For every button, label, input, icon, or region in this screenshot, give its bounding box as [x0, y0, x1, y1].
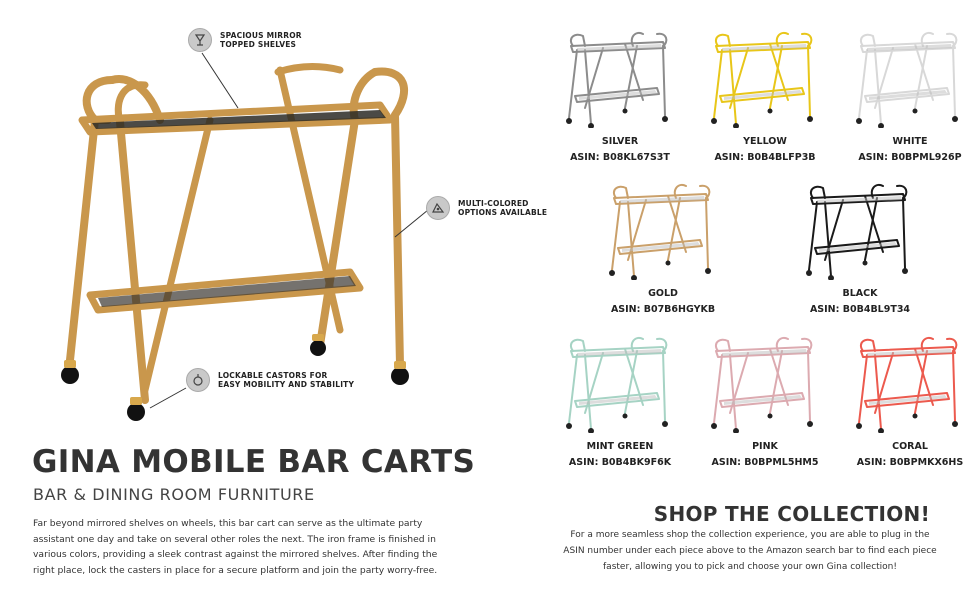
collection-item-asin: ASIN: B0B4BLFP3B	[714, 152, 816, 163]
collection-item	[588, 180, 738, 315]
collection-item	[690, 28, 840, 163]
collection-item-color-name: SILVER	[601, 136, 639, 147]
collection-item-color-name: CORAL	[892, 441, 928, 452]
collection-item-asin: ASIN: B0BPML5HM5	[711, 457, 819, 468]
collection-item	[545, 333, 695, 468]
collection-item-color-name: YELLOW	[743, 136, 787, 147]
caster-icon	[186, 368, 210, 392]
collection-item-asin: ASIN: B0B4BK9F6K	[568, 457, 672, 468]
callout-multi-colored	[426, 196, 547, 220]
callout-castors-line2: EASY MOBILITY AND STABILITY	[218, 380, 355, 389]
cart-thumbnail	[710, 333, 820, 433]
page-title: GINA MOBILE BAR CARTS	[32, 444, 476, 480]
glass-icon	[188, 28, 212, 52]
collection-item	[835, 333, 970, 468]
cart-thumbnail	[710, 28, 820, 128]
callout-mirror-shelves	[188, 28, 302, 52]
cart-thumbnail	[805, 180, 915, 280]
collection-item-asin: ASIN: B0BPMKX6HS	[856, 457, 964, 468]
collection-item-color-name: GOLD	[648, 288, 678, 299]
collection-item	[690, 333, 840, 468]
collection-item-color-name: PINK	[752, 441, 778, 452]
callout-castors-line1: LOCKABLE CASTORS FOR	[218, 370, 328, 380]
collection-item-asin: ASIN: B07B6HGYKB	[610, 304, 716, 315]
cart-thumbnail	[565, 28, 675, 128]
cart-thumbnail	[608, 180, 718, 280]
callout-lockable-castors	[186, 368, 354, 392]
collection-item-color-name: BLACK	[842, 288, 878, 299]
cart-thumbnail	[855, 333, 965, 433]
collection-item	[785, 180, 935, 315]
cart-thumbnail	[855, 28, 965, 128]
collection-item-asin: ASIN: B08KL67S3T	[570, 152, 670, 163]
collection-item-color-name: MINT GREEN	[586, 441, 654, 452]
collection-item-asin: ASIN: B0B4BL9T34	[809, 304, 911, 315]
callout-shelves-line1: SPACIOUS MIRROR	[220, 30, 302, 40]
callout-colors-line2: OPTIONS AVAILABLE	[458, 208, 548, 217]
collection-item	[835, 28, 970, 163]
callout-colors-line1: MULTI-COLORED	[458, 198, 529, 208]
shop-collection-text: For a more seamless shop the collection experience, you are able to plug in the ASIN number under each piece above to the Amazon search bar to find each piece faster, allowing you to pick and choose your own Gina collection!	[563, 530, 937, 572]
collection-item-color-name: WHITE	[892, 136, 928, 147]
palette-icon	[426, 196, 450, 220]
shop-collection-heading: SHOP THE COLLECTION!	[653, 502, 930, 526]
page-subtitle: BAR & DINING ROOM FURNITURE	[33, 485, 315, 504]
cart-thumbnail	[565, 333, 675, 433]
callout-shelves-line2: TOPPED SHELVES	[220, 40, 297, 49]
collection-item-asin: ASIN: B0BPML926P	[858, 152, 962, 163]
product-description: Far beyond mirrored shelves on wheels, this bar cart can serve as the ultimate party assistant one day and take on several other roles the next. The iron frame is finished in various colors, providing a sleek contrast against the mirrored shelves. After finding the right place, lock the casters in place for a secure platform and join the party worry-free.	[33, 518, 438, 576]
collection-item	[545, 28, 695, 163]
